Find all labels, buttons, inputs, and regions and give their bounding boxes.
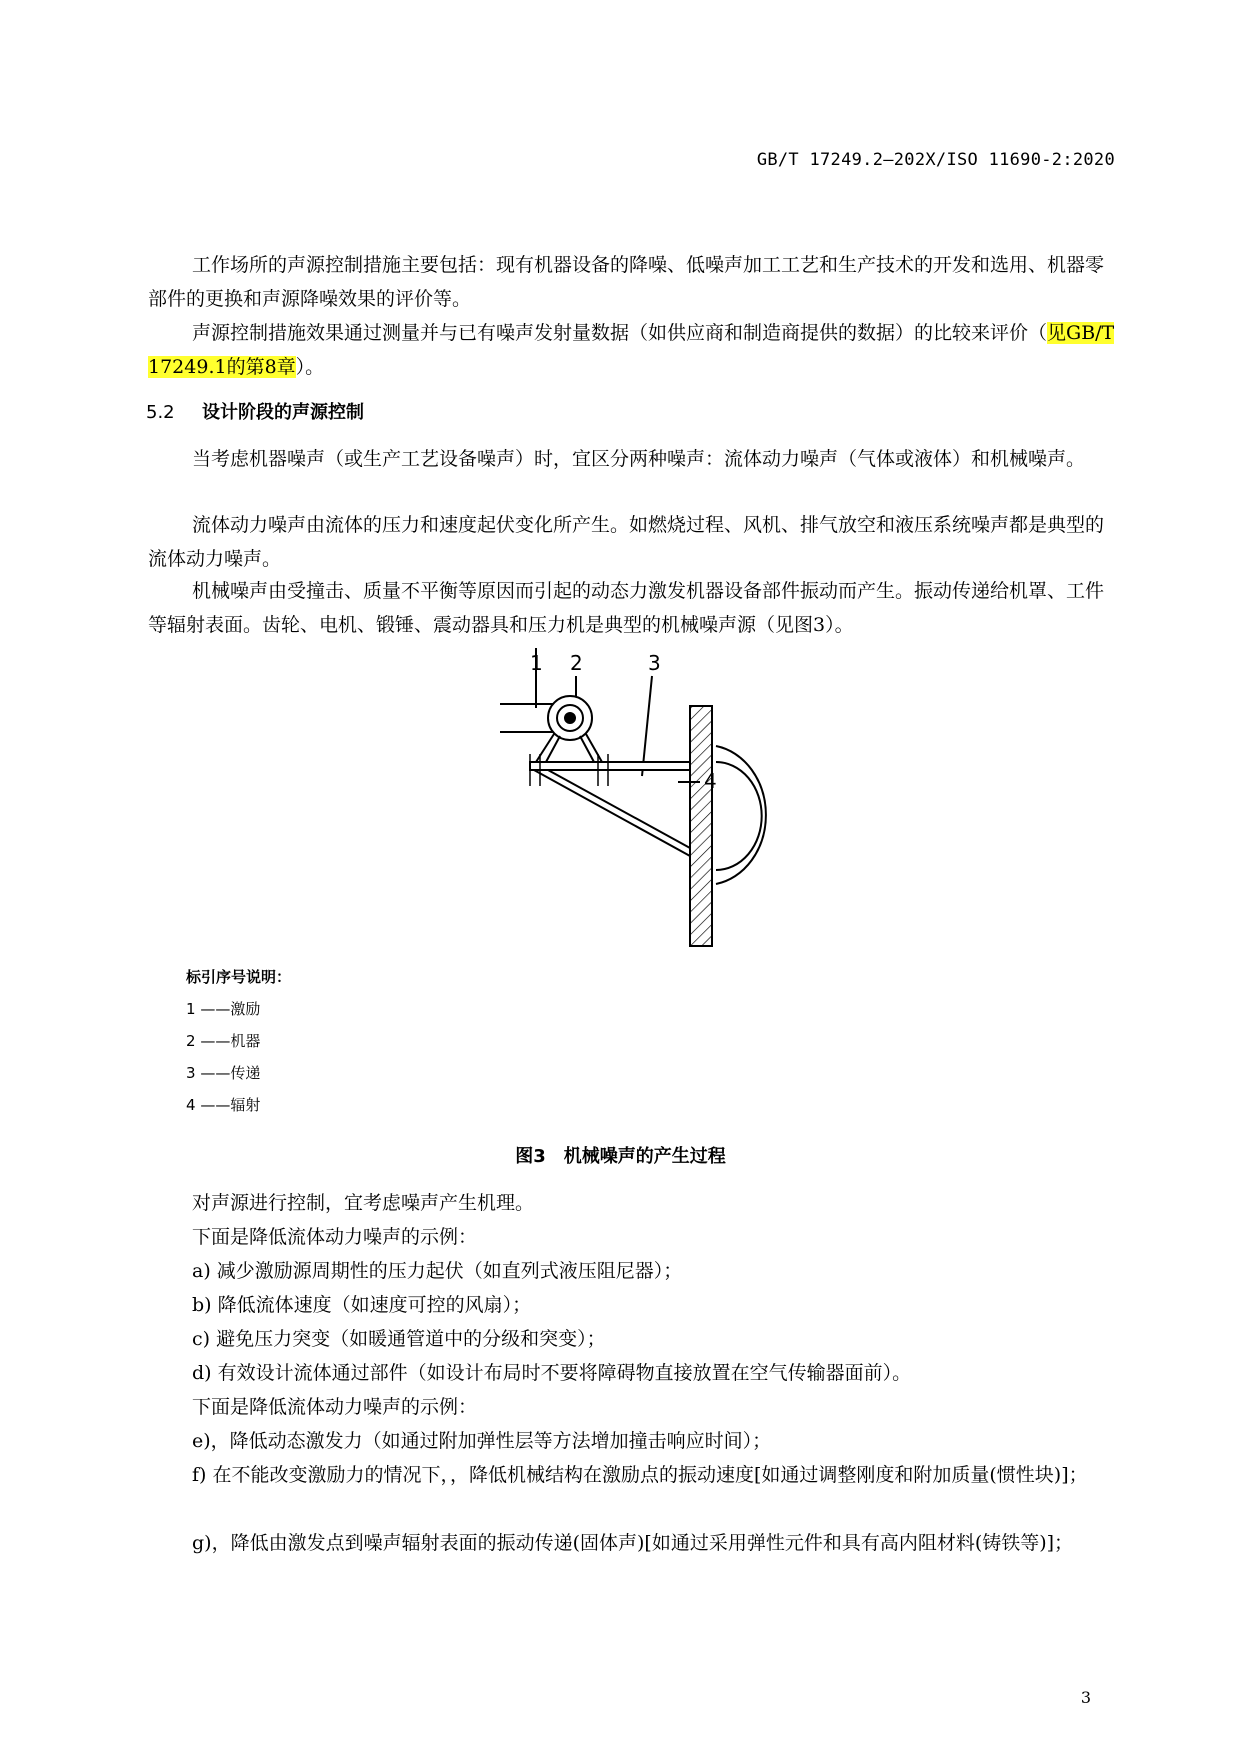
key-item-4 xyxy=(186,1094,260,1115)
document-id-header: GB/T 17249.2—202X/ISO 11690-2:2020 xyxy=(756,150,1115,170)
key-item-label: ——机器 xyxy=(200,1032,261,1050)
after-line-1: 对声源进行控制，宜考虑噪声产生机理。 xyxy=(192,1192,535,1214)
list-item-c: c) 避免压力突变（如暖通管道中的分级和突变）； xyxy=(192,1328,606,1350)
intro-paragraph-1: 工作场所的声源控制措施主要包括：现有机器设备的降噪、低噪声加工工艺和生产技术的开发和选用、机器零部件的更换和声源降噪效果的评价等。 xyxy=(148,254,1105,310)
key-item-number: 3 xyxy=(186,1064,196,1082)
key-item-label: ——传递 xyxy=(200,1064,261,1082)
figure-number: 图3 xyxy=(515,1146,546,1167)
section-title: 设计阶段的声源控制 xyxy=(202,402,364,423)
wall xyxy=(690,706,712,946)
callout-3: 3 xyxy=(648,651,661,675)
callout-1: 1 xyxy=(530,651,543,675)
callout-2: 2 xyxy=(570,651,583,675)
key-item-2 xyxy=(186,1030,260,1051)
after-line-3: 下面是降低流体动力噪声的示例： xyxy=(192,1396,478,1418)
key-item-label: ——激励 xyxy=(200,1000,261,1018)
section-heading xyxy=(146,398,364,424)
section-number: 5.2 xyxy=(146,402,175,423)
list-item-g: g)，降低由激发点到噪声辐射表面的振动传递(固体声)[如通过采用弹性元件和具有高内阻材料(铸铁等)]； xyxy=(192,1532,1074,1554)
key-item-label: ——辐射 xyxy=(200,1096,261,1114)
figure-title: 机械噪声的产生过程 xyxy=(563,1146,726,1167)
figure-caption xyxy=(0,1142,1241,1168)
list-item-f: f) 在不能改变激励力的情况下，，降低机械结构在激励点的振动速度[如通过调整刚度和附加质量(惯性块)]； xyxy=(192,1464,1088,1486)
key-item-1 xyxy=(186,998,260,1019)
callout-4: 4 xyxy=(704,769,717,793)
list-item-a: a) 减少激励源周期性的压力起伏（如直列式液压阻尼器）； xyxy=(192,1260,683,1282)
figure-3-diagram xyxy=(490,648,770,948)
figure-key-title: 标引序号说明： xyxy=(186,968,292,986)
body-paragraph-3: 机械噪声由受撞击、质量不平衡等原因而引起的动态力激发机器设备部件振动而产生。振动传递给机罩、工件等辐射表面。齿轮、电机、锻锤、震动器具和压力机是典型的机械噪声源（见图3）。 xyxy=(148,580,1105,636)
key-item-number: 4 xyxy=(186,1096,196,1114)
after-line-2: 下面是降低流体动力噪声的示例： xyxy=(192,1226,478,1248)
machine-axle xyxy=(565,713,575,723)
transmission-beam xyxy=(530,762,690,770)
key-item-3 xyxy=(186,1062,260,1083)
intro-paragraph-2-text: 声源控制措施效果通过测量并与已有噪声发射量数据（如供应商和制造商提供的数据）的比较来评价（ xyxy=(192,322,1048,344)
body-paragraph-1: 当考虑机器噪声（或生产工艺设备噪声）时，宜区分两种噪声：流体动力噪声（气体或液体）和机械噪声。 xyxy=(192,448,1086,470)
intro-paragraph-2 xyxy=(148,316,1116,384)
highlighted-reference[interactable]: 见GB/T 17249.1的第8章 xyxy=(148,322,1115,378)
body-paragraph-2: 流体动力噪声由流体的压力和速度起伏变化所产生。如燃烧过程、风机、排气放空和液压系统噪声都是典型的流体动力噪声。 xyxy=(148,514,1105,570)
key-item-number: 1 xyxy=(186,1000,196,1018)
support-brace xyxy=(534,770,690,856)
list-item-e: e)，降低动态激发力（如通过附加弹性层等方法增加撞击响应时间）； xyxy=(192,1430,772,1452)
intro-paragraph-2-end: ）。 xyxy=(295,356,325,378)
list-item-b: b) 降低流体速度（如速度可控的风扇）； xyxy=(192,1294,532,1316)
list-item-d: d) 有效设计流体通过部件（如设计布局时不要将障碍物直接放置在空气传输器面前）。 xyxy=(192,1362,912,1384)
key-item-number: 2 xyxy=(186,1032,196,1050)
page-number: 3 xyxy=(1080,1688,1091,1707)
radiation-arc-outer xyxy=(716,746,766,884)
